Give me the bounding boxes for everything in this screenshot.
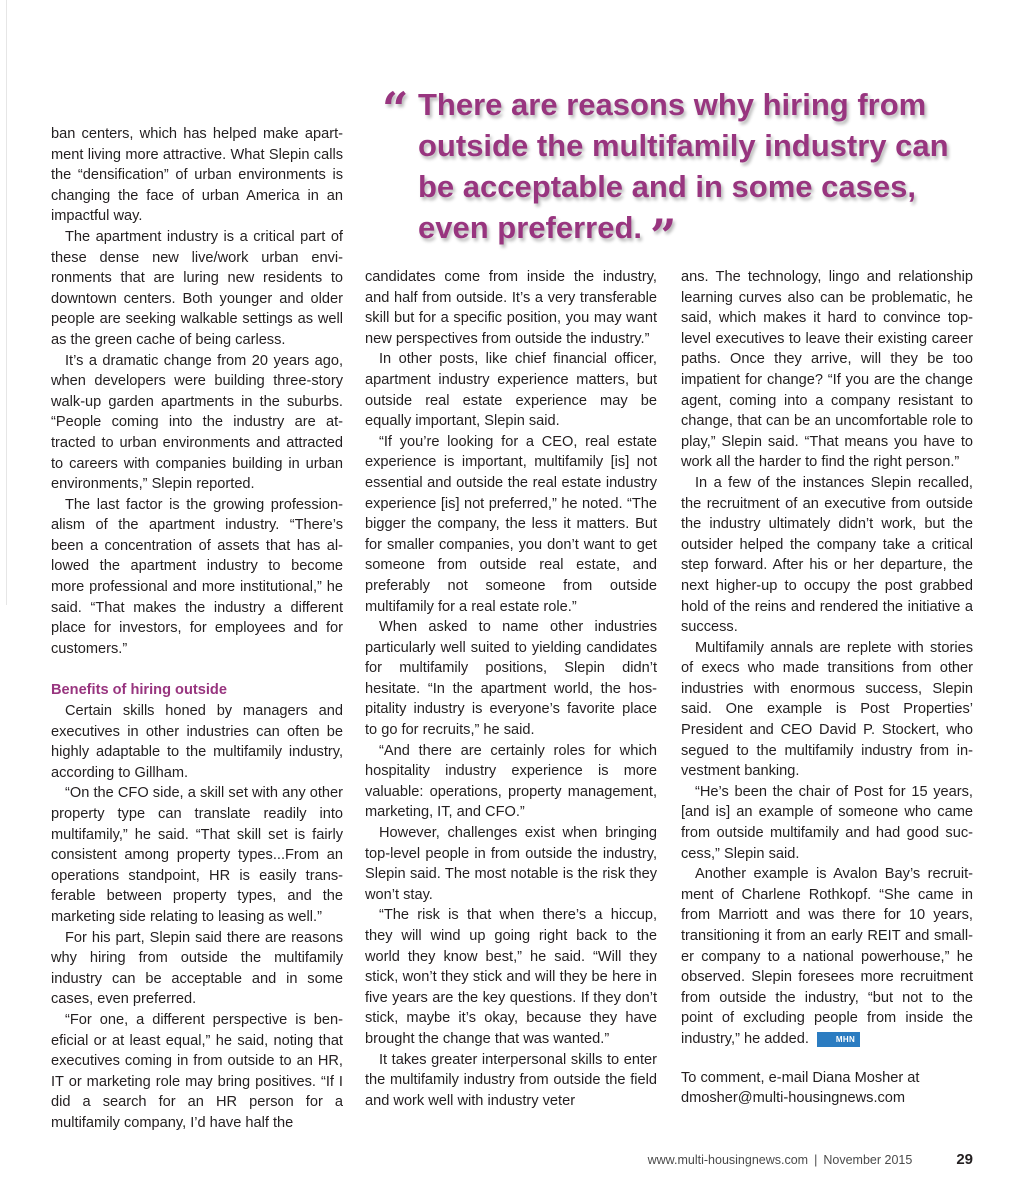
- page-number: 29: [956, 1151, 973, 1168]
- article-column-3: [681, 267, 973, 1109]
- article-column-2: [365, 267, 657, 1111]
- paragraph: It’s a dramatic change from 20 years ago, when developers were building three-story walk-up garden apartments in the suburbs. “People coming into the industry are attracted to urban environments and attracted to careers with companies building in urban environments,” Slepin reported.: [51, 352, 343, 493]
- paragraph: “And there are certainly roles for which hospitality industry experience is more valuable: operations, property management, marketing, IT, and CFO.”: [365, 742, 657, 821]
- page-footer: [648, 1151, 973, 1168]
- paragraph: The apartment industry is a critical part of these dense new live/work urban environments that are luring new residents to downtown centers. Both younger and older people are seeking walkable settings as well as the green cache of being carless.: [51, 228, 343, 348]
- paragraph: In a few of the instances Slepin recalled, the recruitment of an executive from outside the industry ultimately didn’t work, but the outsider helped the company take a critical step forward. After his or her departure, the next higher-up to occupy the post grabbed hold of the reins and rendered the initiative a success.: [681, 474, 973, 636]
- paragraph: When asked to name other industries particularly well suited to yielding candidates for multifamily positions, Slepin didn’t hesitate. “In the apartment world, the hospitality industry is everyone’s favorite place to go for recruits,” he said.: [365, 619, 657, 739]
- footer-separator: |: [814, 1153, 818, 1167]
- comment-email: dmosher@multi-housingnews.com: [681, 1090, 906, 1107]
- pull-quote-line: [382, 207, 982, 263]
- mhn-end-badge: MHN: [817, 1032, 860, 1047]
- pull-quote: “ There are reasons why hiring from outside the multifamily industry can be acceptable and in some cases, even preferred. ”: [382, 84, 982, 248]
- paragraph: Certain skills honed by managers and executives in other industries can often be highly adaptable to the multifamily industry, according to Gillham.: [51, 703, 343, 781]
- pull-quote-line-text: even preferred.: [418, 210, 642, 245]
- paragraph: The last factor is the growing professionalism of the apartment industry. “There’s been a concentration of assets that has allowed the apartment industry to become more professional and more institutional,” he said. “That makes the industry a different place for investors, for employees and for customers.”: [51, 496, 343, 657]
- paragraph: “For one, a different perspective is beneficial or at least equal,” he said, noting that executives coming in from outside to an HR, IT or marketing role may bring positives. “If I did a search for an HR person for a multifamily company, I’d have half the: [51, 1011, 343, 1131]
- pull-quote-line: be acceptable and in some cases,: [418, 169, 916, 204]
- pull-quote-line: There are reasons why hiring from: [418, 87, 927, 122]
- paragraph: “On the CFO side, a skill set with any other property type can translate readily into multifamily,” he said. “That skill set is fairly consistent among property types...From an operations standpoint, HR is easily transferable between property types, and the marketing side relating to leasing as well.”: [51, 785, 343, 925]
- paragraph: “He’s been the chair of Post for 15 years, [and is] an example of someone who came from outside multifamily and had good success,” Slepin said.: [681, 783, 973, 862]
- close-quote-mark: ”: [650, 209, 677, 263]
- comment-line: To comment, e-mail Diana Mosher at: [681, 1069, 920, 1086]
- paragraph-text: Another example is Avalon Bay’s recruitment of Charlene Rothkopf. “She came in from Marriott and was there for 10 years, transitioning it from an early REIT and smaller company to a national powerhouse,” he observed. Slepin foresees more recruitment from outside the industry, “but not to the point of excluding people from inside the industry,” he added.: [681, 866, 973, 1047]
- page-edge: [0, 0, 7, 605]
- paragraph: For his part, Slepin said there are reasons why hiring from outside the multifamily industry can be acceptable and in some cases, even preferred.: [51, 929, 343, 1008]
- paragraph: ban centers, which has helped make apartment living more attractive. What Slepin calls the “densification” of urban environments is changing the face of urban America in an impactful way.: [51, 126, 343, 225]
- paragraph: candidates come from inside the industry, and half from outside. It’s a very transferable skill but for a specific position, you may want new perspectives from outside the industry.”: [365, 269, 657, 347]
- pull-quote-line: outside the multifamily industry can: [418, 128, 949, 163]
- comment-note: [681, 1068, 973, 1109]
- paragraph: “The risk is that when there’s a hiccup, they will wind up going right back to the world they know best,” he said. “Will they stick, won’t they stick and will they be here in five years are the key questions. If they don’t stick, maybe it’s okay, because they have brought the change that was wanted.”: [365, 907, 657, 1047]
- paragraph: It takes greater interpersonal skills to enter the multifamily industry from outside the field and work well with industry veter: [365, 1051, 657, 1109]
- footer-date: November 2015: [823, 1153, 913, 1167]
- paragraph: In other posts, like chief financial officer, apartment industry experience matters, but outside real estate experience may be equally important, Slepin said.: [365, 351, 657, 430]
- paragraph: Multifamily annals are replete with stories of execs who made transitions from other industries with enormous success, Slepin said. One example is Post Properties’ President and CEO David P. Stockert, who segued to the multifamily industry from investment banking.: [681, 639, 973, 780]
- paragraph: [681, 864, 973, 1049]
- paragraph: However, challenges exist when bringing top-level people in from outside the industry, Slepin said. The most notable is the risk they won’t stay.: [365, 825, 657, 903]
- paragraph: ans. The technology, lingo and relationship learning curves also can be problematic, he said, which makes it hard to convince top-level executives to leave their existing career paths. Once they arrive, will they be too impatient for change? “If you are the change agent, coming into a company resistant to change, that can be an uncomfortable role to play,” Slepin said. “That means you have to work all the harder to find the right person.”: [681, 269, 973, 471]
- section-heading: Benefits of hiring outside: [51, 682, 227, 699]
- footer-url: www.multi-housingnews.com: [647, 1153, 809, 1167]
- article-column-1: [51, 124, 343, 1134]
- paragraph: “If you’re looking for a CEO, real estate experience is important, multifamily [is] not essential and outside the real estate industry experience [is] not preferred,” he noted. “The bigger the company, the less it matters. But for smaller companies, you don’t want to get someone from outside real estate, and preferably not someone from outside multifamily for a real estate role.”: [365, 433, 657, 615]
